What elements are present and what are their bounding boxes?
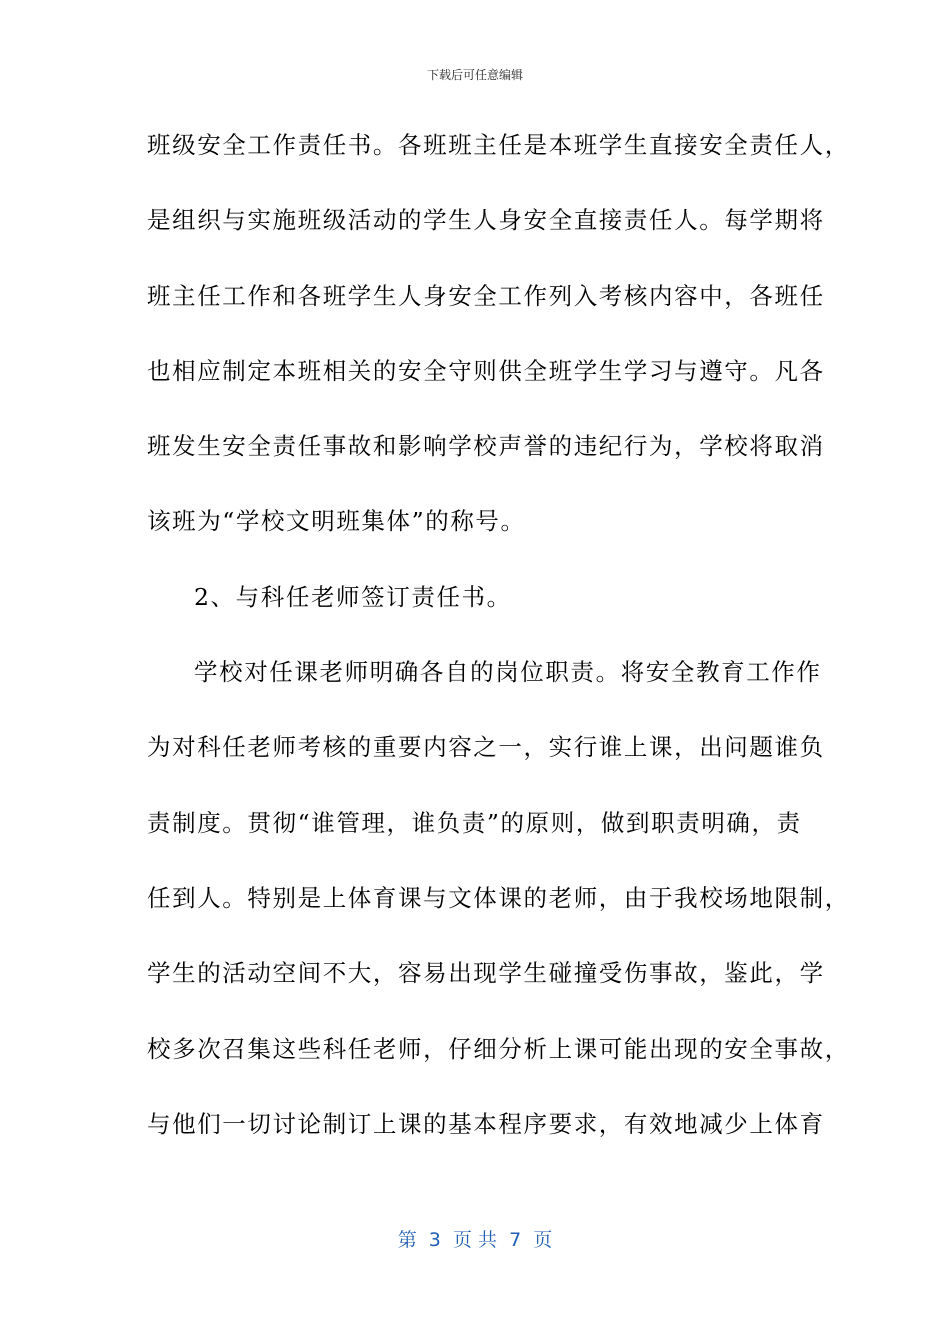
text-line: 班发生安全责任事故和影响学校声誉的违纪行为，学校将取消 (147, 432, 825, 461)
text-line: 为对科任老师考核的重要内容之一，实行谁上课，出问题谁负 (147, 733, 825, 762)
text-line: 责制度。贯彻“谁管理，谁负责”的原则，做到职责明确，责 (147, 808, 802, 837)
text-line: 任到人。特别是上体育课与文体课的老师，由于我校场地限制， (147, 883, 850, 912)
text-line: 是组织与实施班级活动的学生人身安全直接责任人。每学期将 (147, 206, 825, 235)
download-note: 下载后可任意编辑 (426, 68, 523, 82)
text-line: 学校对任课老师明确各自的岗位职责。将安全教育工作作 (194, 658, 822, 687)
text-line: 学生的活动空间不大，容易出现学生碰撞受伤事故，鉴此，学 (147, 959, 825, 988)
text-line: 班主任工作和各班学生人身安全工作列入考核内容中，各班任 (147, 281, 825, 310)
text-line: 2、与科任老师签订责任书。 (194, 582, 512, 611)
text-line: 也相应制定本班相关的安全守则供全班学生学习与遵守。凡各 (147, 356, 825, 385)
document-body (147, 120, 850, 1174)
text-line: 该班为“学校文明班集体”的称号。 (147, 507, 526, 536)
page-number: 第 3 页 共 7 页 (397, 1229, 553, 1251)
text-line: 校多次召集这些科任老师，仔细分析上课可能出现的安全事故， (147, 1034, 850, 1063)
text-line: 与他们一切讨论制订上课的基本程序要求，有效地减少上体育 (147, 1109, 825, 1138)
text-line: 班级安全工作责任书。各班班主任是本班学生直接安全责任人， (147, 131, 850, 159)
